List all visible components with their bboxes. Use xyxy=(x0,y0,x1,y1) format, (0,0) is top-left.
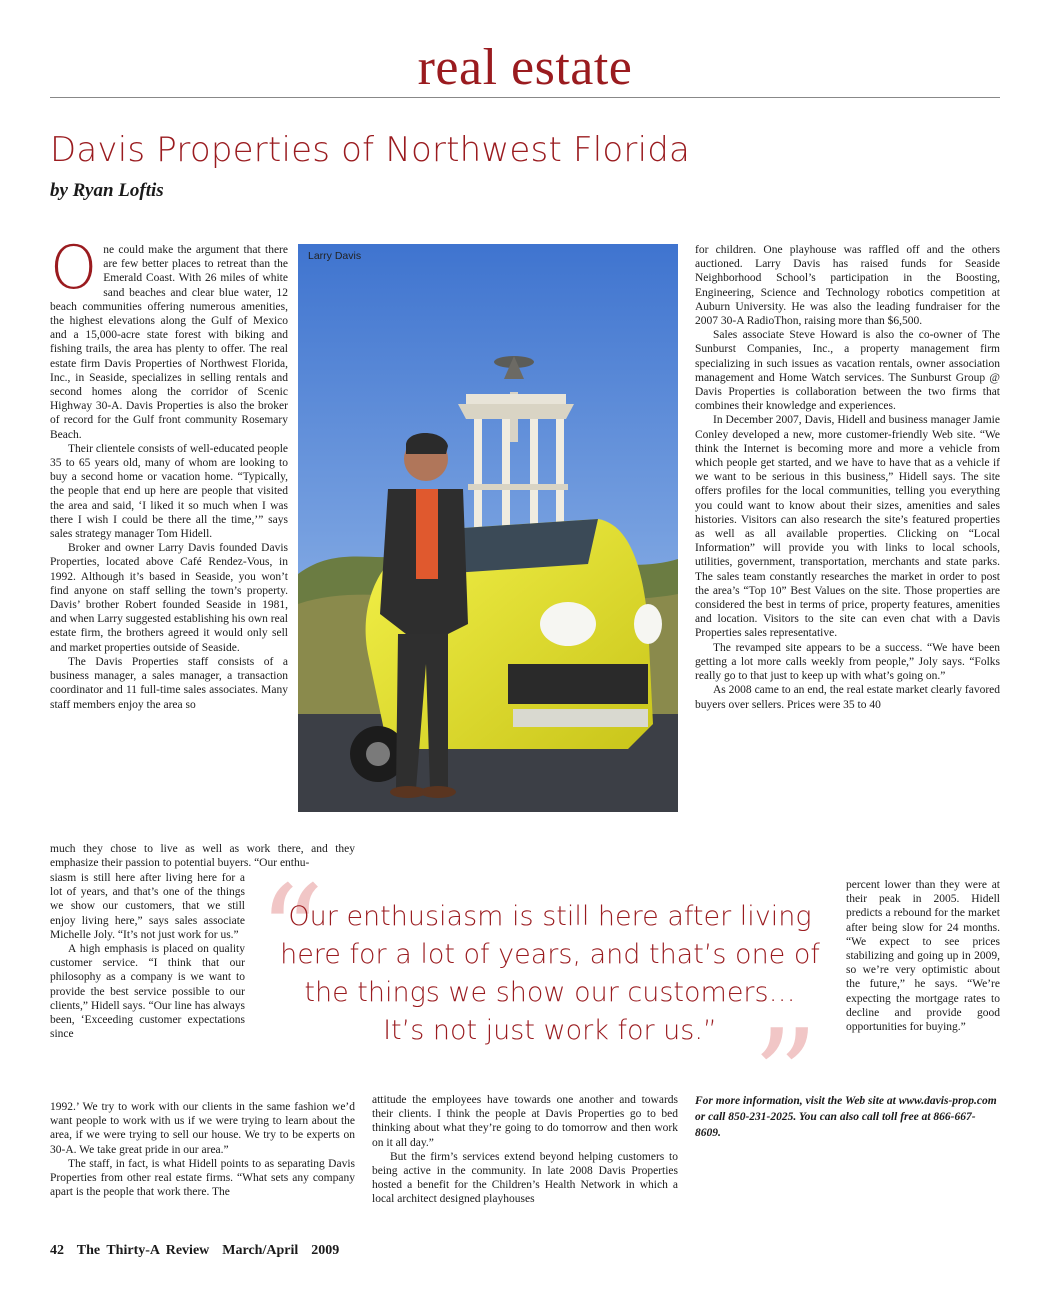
issue-month: March/April xyxy=(222,1243,299,1258)
paragraph: But the firm’s services extend beyond helping customers to being active in the community. In late 2008 Davis Properties hosted a benefit for the Children’s Health Network in which a local architect designed playhouses xyxy=(372,1150,678,1206)
close-quote-mark-icon: ” xyxy=(752,1001,819,1153)
paragraph: A high emphasis is placed on quality customer service. “I think that our philosophy as a company is we want to provide the best service possible to our clients,” Hidell says. “Our line has always been, ‘Exceeding customer expectations since xyxy=(50,943,245,1041)
header-rule xyxy=(50,97,1000,98)
paragraph: As 2008 came to an end, the real estate market clearly favored buyers over sellers. Prices were 35 to 40 xyxy=(695,684,1000,711)
paragraph: attitude the employees have towards one another and towards their clients. I think the people at Davis Properties go to bed thinking about what they’re going to do tomorrow and then work on it all day.” xyxy=(372,1094,678,1149)
paragraph: Broker and owner Larry Davis founded Davis Properties, located above Café Rendez-Vous, in 1992. Although it’s based in Seaside, you won’t find anyone on staff selling the town’s property. Davis’ brother Robert founded Seaside in 1981, and when Larry suggested establishing his own real estate firm, the brothers agreed it would only sell and market properties outside of Seaside. xyxy=(50,542,288,654)
drop-cap: O xyxy=(50,233,98,303)
column-3-wrap xyxy=(846,878,1000,1034)
article-photo xyxy=(298,244,678,812)
column-1-wrap xyxy=(50,871,245,1041)
page-footer xyxy=(50,1243,339,1259)
paragraph: One could make the argument that there are few better places to retreat than the Emerald Coast. With 26 miles of white sand beaches and clear blue water, 12 beach communities offering numerous amenities, the highest elevations along the Gulf of Mexico and a 15,000-acre state forest with biking and fishing trails, the area has plenty to offer. The real estate firm Davis Properties of Northwest Florida, Inc., in Seaside, specializes in selling rentals and second homes along the corridor of Scenic Highway 30-A. Davis Properties is also the broker of record for the Gulf front community Rosemary Beach. xyxy=(50,233,288,441)
column-2 xyxy=(372,1093,678,1207)
paragraph: In December 2007, Davis, Hidell and business manager Jamie Conley developed a new, more customer-friendly Web site. “We think the Internet is becoming more and more a vehicle from which people get started, and we have to have that as a vehicle if we want to be serious in this business,” Hidell says. The site offers profiles for the local communities, telling you everything you could want to know about their sizes, amenities and sales histories. Visitors can also research the site’s featured properties as well as all available properties. Clicking on “Local Information” will provide you with links to local schools, utilities, government, transportation, merchants and state parks. The sales team constantly researches the market in order to post the area’s “Top 10” Best Values on the site. Those properties are considered the best in terms of price, property features, amenities and location. Visitors to the site can even chat with a Davis Properties sales representative. xyxy=(695,414,1000,640)
page-number: 42 xyxy=(50,1243,64,1258)
paragraph: The Davis Properties staff consists of a business manager, a sales manager, a transaction coordinator and 11 full-time sales associates. Many staff members enjoy the area so xyxy=(50,655,288,711)
paragraph: siasm is still here after living here for a lot of years, and that’s one of the things we show our customers, that we still enjoy living here,” says sales associate Michelle Joly. “It’s not just work for us.” xyxy=(50,872,245,941)
paragraph: percent lower than they were at their peak in 2005. Hidell predicts a rebound for the market after being slow for 24 months. “We expect to see prices stabilizing and going up in 2009, so we’re very optimistic about the future,” he says. “We’re expecting the mortgage rates to decline and provide good opportunities for buying.” xyxy=(846,879,1000,1034)
column-1 xyxy=(50,233,288,712)
paragraph: Sales associate Steve Howard is also the co-owner of The Sunburst Companies, Inc., a property management firm specializing in such issues as vacation rentals, owner association management and Home Watch services. The Sunburst Group @ Davis Properties is collaboration between the two firms that combines their knowledge and experiences. xyxy=(695,329,1000,413)
paragraph: for children. One playhouse was raffled off and the others auctioned. Larry Davis has raised funds for Seaside Neighborhood School’s participation in the Boosting, Engineering, Science and Technology robotics competition at Auburn University. He was also the leading fundraiser for the 2007 30-A RadioThon, raising more than $6,500. xyxy=(695,244,1000,328)
paragraph: Their clientele consists of well-educated people 35 to 65 years old, many of whom are looking to buy a second home or vacation home. “Typically, the people that end up here are people that visited the area and said, ‘I liked it so much when I was there I wish I could be there all the time,’” says sales strategy manager Tom Hidell. xyxy=(50,442,288,541)
paragraph: The staff, in fact, is what Hidell points to as separating Davis Properties from other real estate firms. “What sets any company apart is the people that work there. The xyxy=(50,1157,355,1199)
column-1-bottom xyxy=(50,1100,355,1199)
publication-name: The Thirty-A Review xyxy=(76,1243,210,1258)
article-headline: Davis Properties of Northwest Florida xyxy=(50,130,691,170)
pull-quote: Our enthusiasm is still here after living here for a lot of years, and that’s one of the things we show our customers… It’s not just work for us.” xyxy=(280,901,820,1046)
photo-larry-davis-smart-car xyxy=(298,244,678,812)
contact-info: For more information, visit the Web site at www.davis-prop.com or call 850-231-2025. You can also call toll free at 866-667-8609. xyxy=(695,1095,997,1139)
photo-caption: Larry Davis xyxy=(308,250,362,262)
issue-year: 2009 xyxy=(311,1243,340,1258)
column-3 xyxy=(695,243,1000,712)
open-quote-mark-icon: “ xyxy=(258,857,325,1009)
paragraph: much they chose to live as well as work there, and they emphasize their passion to potential buyers. “Our enthu- xyxy=(50,843,355,870)
paragraph: 1992.’ We try to work with our clients in the same fashion we’d want people to work with us if we were trying to learn about the area, if we were trying to sell our house. We try to be experts on 30-A. We take great pride in our area.” xyxy=(50,1101,355,1156)
section-label: real estate xyxy=(417,39,633,96)
paragraph: The revamped site appears to be a success. “We have been getting a lot more calls weekly from people,” Joly says. “Folks really go to that just to keep up with what’s going on.” xyxy=(695,641,1000,683)
byline: by Ryan Loftis xyxy=(50,180,164,201)
